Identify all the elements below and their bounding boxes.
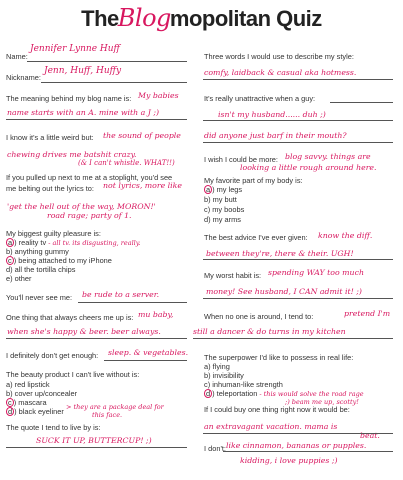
unattractive-label: It's really unattractive when a guy: [204,94,316,103]
cheers-label: One thing that always cheers me up is: [6,313,134,322]
barf-answer: did anyone just barf in their mouth? [204,131,347,140]
guilty-option-a[interactable]: a ) reality tv - all tv. its disgusting, really. [8,238,141,247]
body-option-c[interactable]: c) my boobs [204,205,245,214]
title-pre: The [81,6,119,31]
superpower-option-d[interactable]: d ) teleportation - this would solve the road rage [206,389,364,398]
never-see-line [78,302,187,303]
barf-line [203,142,393,143]
guilty-option-e[interactable]: e) other [6,274,32,283]
beauty-note: > they are a package deal for [66,403,164,411]
advice-answer-1: know the diff. [318,231,373,240]
nickname-label: Nickname: [6,73,41,82]
quote-line [6,447,187,448]
three-words-answer: comfy, laidback & casual aka hotmess. [204,68,357,77]
buy-answer-1: an extravagant vacation. mama is [204,422,338,431]
unattractive-answer: isn't my husband...... duh ;) [218,110,326,119]
meaning-line [6,119,187,120]
wish-answer-1: blog savvy. things are [285,152,371,161]
beauty-option-d[interactable]: d ) black eyeliner [8,407,64,416]
three-words-line [203,79,393,80]
dont-like-answer-1: like cinnamon, bananas or pupples. [226,441,367,450]
stoplight-answer-1: not lyrics, more like [103,181,183,190]
wish-answer-2: looking a little rough around here. [240,163,377,172]
buy-line [203,433,393,434]
three-words-label: Three words I would use to describe my style: [204,52,354,61]
stoplight-answer-2: 'get the hell out of the way, MORON!' [7,202,156,211]
quote-answer: SUCK IT UP, BUTTERCUP! ;) [36,436,152,445]
unattractive-line [330,102,393,103]
guilty-option-b[interactable]: b) anything gummy [6,247,69,256]
beauty-option-a[interactable]: a) red lipstick [6,380,50,389]
beauty-option-b[interactable]: b) cover up/concealer [6,389,78,398]
superpower-option-c[interactable]: c) inhuman-like strength [204,380,283,389]
advice-line [203,259,393,260]
weird-answer-2: chewing drives me batshit crazy. [7,150,137,159]
weird-answer-3: (& I can't whistle. WHAT!!) [78,159,175,167]
name-label: Name: [6,52,28,61]
body-option-b[interactable]: b) my butt [204,195,237,204]
quiz-title [0,4,403,32]
habit-line [203,298,393,299]
no-one-answer-1: pretend I'm [344,309,391,318]
habit-answer-1: spending WAY too much [268,268,364,277]
stoplight-label-2: me belting out the lyrics to: [6,184,94,193]
name-answer: Jennifer Lynne Huff [30,44,120,54]
superpower-option-b[interactable]: b) invisibility [204,371,244,380]
body-option-a[interactable]: a ) my legs [206,185,243,194]
body-option-d[interactable]: d) my arms [204,215,241,224]
guilty-label: My biggest guilty pleasure is: [6,229,101,238]
beauty-label: The beauty product I can't live without is: [6,370,140,379]
name-line [27,61,187,62]
beauty-option-c[interactable]: c ) mascara [8,398,47,407]
guilty-option-d[interactable]: d) all the tortilla chips [6,265,76,274]
superpower-note-2: ;) beam me up, scotty! [285,398,359,406]
meaning-label: The meaning behind my blog name is: [6,94,132,103]
habit-answer-2: money! See husband, I CAN admit it! ;) [206,287,362,296]
advice-label: The best advice I've ever given: [204,233,308,242]
superpower-label: The superpower I'd like to possess in real life: [204,353,354,362]
title-post: mopolitan Quiz [169,6,322,31]
buy-label: If I could buy one thing right now it would be: [204,405,350,414]
beauty-note-2: this face. [92,411,123,419]
never-see-answer: be rude to a server. [82,290,160,299]
no-one-answer-2: still a dancer & do turns in my kitchen [193,327,346,336]
quote-label: The quote I tend to live by is: [6,423,101,432]
stoplight-label-1: If you pulled up next to me at a stoplight, you'd see [6,173,173,182]
dont-like-label: I don't: [204,444,226,453]
nickname-answer: Jenn, Huff, Huffy [44,66,122,76]
superpower-option-a[interactable]: a) flying [204,362,230,371]
body-label: My favorite part of my body is: [204,176,303,185]
dont-like-answer-2: kidding, i love puppies ;) [240,456,338,465]
unattractive-line-2 [203,120,393,121]
wish-label: I wish I could be more: [204,155,278,164]
advice-answer-2: between they're, there & their. UGH! [206,249,354,258]
cheers-answer-2: when she's happy & beer. beer always. [7,327,161,336]
nickname-line [41,82,187,83]
dont-like-line [223,451,393,452]
title-blog-script: Blog [117,4,171,32]
enough-line [104,360,187,361]
enough-answer: sleep. & vegetables. [108,348,189,357]
weird-answer-1: the sound of people [103,131,181,140]
cheers-line [6,338,187,339]
meaning-answer-2: name starts with an A. mine with a J ;) [7,108,160,117]
no-one-label: When no one is around, I tend to: [204,312,314,321]
weird-label: I know it's a little weird but: [6,133,94,142]
never-see-label: You'll never see me: [6,293,73,302]
guilty-option-c[interactable]: c ) being attached to my iPhone [8,256,112,265]
habit-label: My worst habit is: [204,271,262,280]
no-one-line [193,338,393,339]
meaning-answer-1: My babies [138,91,179,100]
buy-answer-2: beat. [360,431,380,440]
cheers-answer-1: mu baby, [138,310,174,319]
enough-label: I definitely don't get enough: [6,351,99,360]
stoplight-answer-3: road rage; party of 1. [47,211,132,220]
